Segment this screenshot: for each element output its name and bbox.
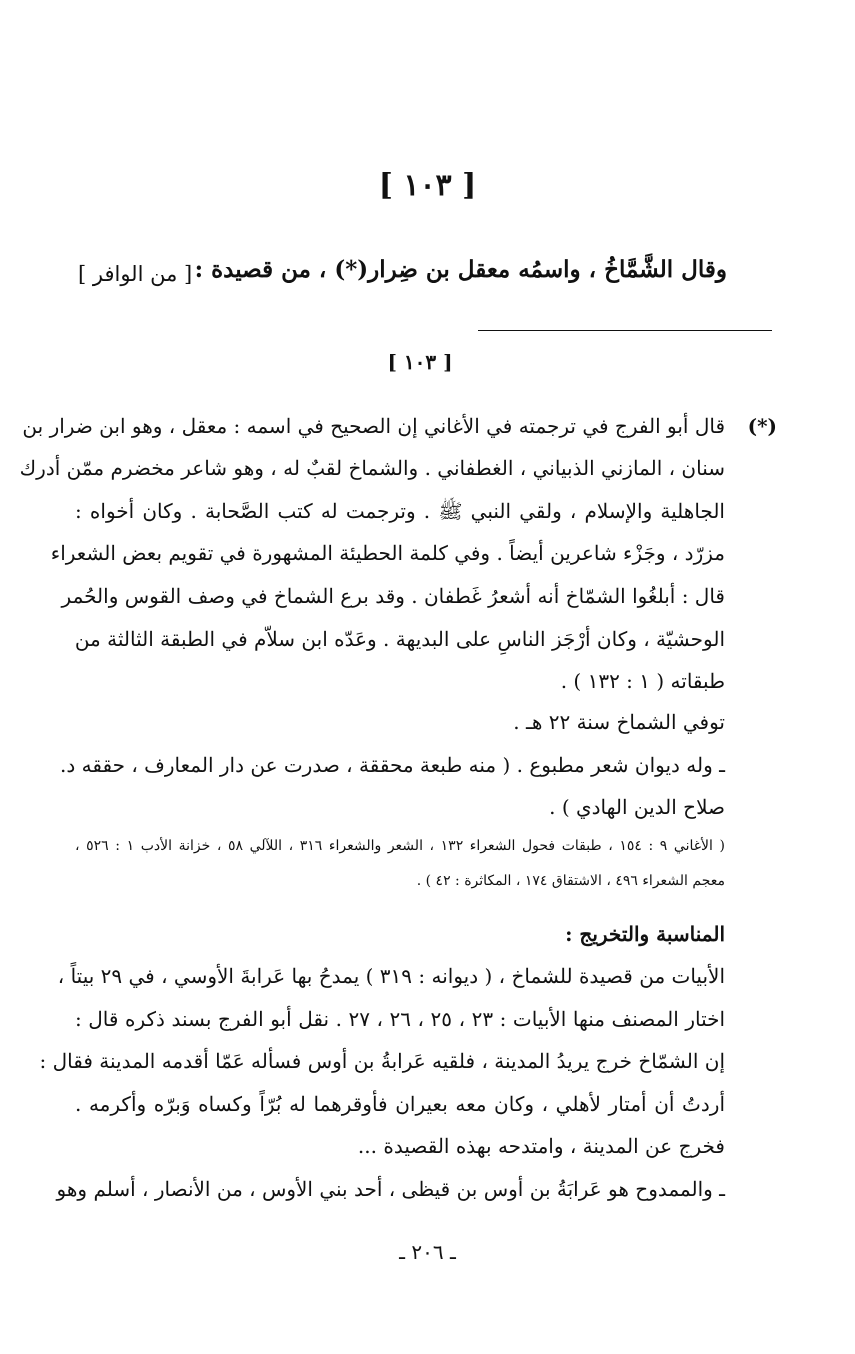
page-number: ـ ٢٠٦ ـ [399,1240,456,1264]
diwan-line: ـ وله ديوان شعر مطبوع . ( منه طبعة محققة ، صدرت عن دار المعارف ، حققه د. [60,753,725,777]
section-heading: المناسبة والتخريج : [565,922,725,946]
section-line: أردتُ أن أمتار لأهلي ، وكان معه بعيران فأوقرهما له بُرّاً وكساه وَبرّه وأكرمه . [75,1092,725,1116]
section-line: اختار المصنف منها الأبيات : ٢٣ ، ٢٥ ، ٢٦ ، ٢٧ . نقل أبو الفرج بسند ذكره قال : [75,1007,726,1031]
section-line: الأبيات من قصيدة للشماخ ، ( ديوانه : ٣١٩ ) يمدحُ بها عَرابةَ الأوسي ، في ٢٩ بيتاً ، [57,964,725,988]
footnote-number: [ ١٠٣ ] [387,350,453,374]
sources-line: ( الأغاني ٩ : ١٥٤ ، طبقات فحول الشعراء ١٣٢ ، الشعر والشعراء ٣١٦ ، اللآلي ٥٨ ، خزانة الأدب ١ : ٥٢٦ ، [75,838,725,854]
section-line: إن الشمّاخ خرج يريدُ المدينة ، فلقيه عَرابةُ بن أوس فسأله عَمّا أقدمه المدينة فقال : [39,1049,725,1073]
note-line: الجاهلية والإسلام ، ولقي النبي ﷺ . وترجمت له كتب الصَّحابة . وكان أخواه : [75,499,725,523]
note-line: قال أبو الفرج في ترجمته في الأغاني إن الصحيح في اسمه : معقل ، وهو ابن ضرار بن [22,414,725,438]
footnote-separator [478,330,772,331]
note-line: الوحشيّة ، وكان أرْجَز الناسِ على البديهة . وعَدّه ابن سلاّم في الطبقة الثالثة من [74,627,725,651]
note-line: طبقاته ( ١ : ١٣٢ ) . [560,669,725,693]
poem-intro: وقال الشَّمَّاخُ ، واسمُه معقل بن ضِرار(*) ، من قصيدة : [194,256,727,283]
poem-number: [ ١٠٣ ] [378,168,477,203]
note-line: مزرّد ، وجَزْء شاعرين أيضاً . وفي كلمة الحطيئة المشهورة في تقويم بعض الشعراء [50,541,725,565]
sources-line: معجم الشعراء ٤٩٦ ، الاشتقاق ١٧٤ ، المكاثرة : ٤٢ ) . [416,873,725,889]
footnote-marker: (*) [747,414,777,438]
note-line: قال : أبلغُوا الشمّاخ أنه أشعرُ غَطفان . وقد برع الشماخ في وصف القوس والحُمر [61,584,725,608]
death-line: توفي الشماخ سنة ٢٢ هـ . [513,710,725,734]
note-line: سنان ، المازني الذبياني ، الغطفاني . والشماخ لقبٌ له ، وهو شاعر مخضرم ممّن أدرك [19,456,725,480]
diwan-line: صلاح الدين الهادي ) . [549,795,725,819]
poem-meter: [ من الوافر ] [78,262,193,286]
section-line: فخرج عن المدينة ، وامتدحه بهذه القصيدة ... [357,1134,725,1158]
section-line: ـ والممدوح هو عَرابَةُ بن أوس بن قيظى ، أحد بني الأوس ، من الأنصار ، أسلم وهو [56,1177,725,1201]
